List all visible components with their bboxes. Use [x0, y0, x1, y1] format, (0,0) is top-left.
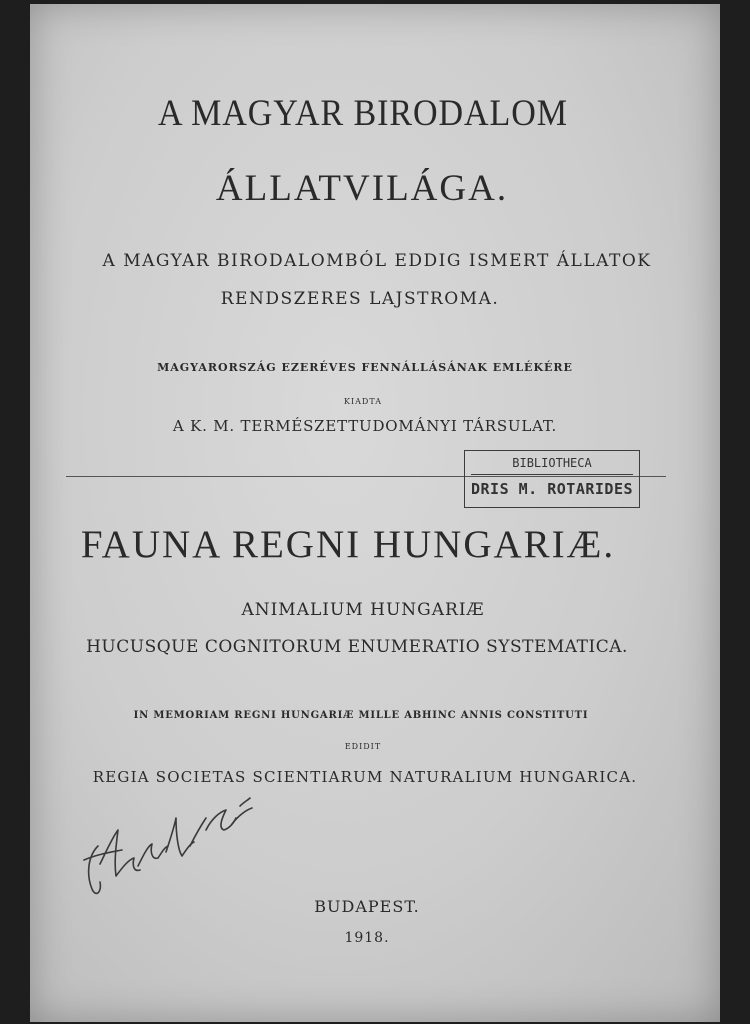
publisher-latin: REGIA SOCIETAS SCIENTIARUM NATURALIUM HUNGARICA.	[92, 768, 638, 786]
place-of-publication: BUDAPEST.	[314, 897, 420, 916]
latin-subtitle-line2: HUCUSQUE COGNITORUM ENUMERATIO SYSTEMATICA.	[86, 637, 628, 657]
stamp-line1: BIBLIOTHECA	[512, 456, 592, 470]
main-title-line1: A MAGYAR BIRODALOM	[158, 93, 568, 134]
subtitle-line1: A MAGYAR BIRODALOMBÓL EDDIG ISMERT ÁLLATOK	[102, 251, 652, 271]
publisher-hungarian: A K. M. TERMÉSZETTUDOMÁNYI TÁRSULAT.	[172, 417, 558, 435]
memorial-hungarian: MAGYARORSZÁG EZERÉVES FENNÁLLÁSÁNAK EMLÉKÉRE	[157, 361, 573, 374]
stamp-line2: DRIS M. ROTARIDES	[470, 480, 634, 498]
title-page	[30, 4, 720, 1022]
main-title-line2: ÁLLATVILÁGA.	[215, 168, 509, 209]
publisher-label-hungarian: KIADTA	[343, 397, 382, 406]
subtitle-line2: RENDSZERES LAJSTROMA.	[220, 289, 500, 309]
publisher-label-latin: EDIDIT	[344, 742, 382, 751]
library-stamp	[464, 450, 640, 508]
memorial-latin: IN MEMORIAM REGNI HUNGARIÆ MILLE ABHINC ANNIS CONSTITUTI	[133, 710, 589, 721]
publication-year: 1918.	[344, 930, 390, 946]
latin-subtitle-line1: ANIMALIUM HUNGARIÆ	[241, 600, 485, 620]
handwritten-signature	[78, 794, 258, 904]
latin-title: FAUNA REGNI HUNGARIÆ.	[80, 523, 616, 566]
stamp-divider	[471, 474, 633, 475]
